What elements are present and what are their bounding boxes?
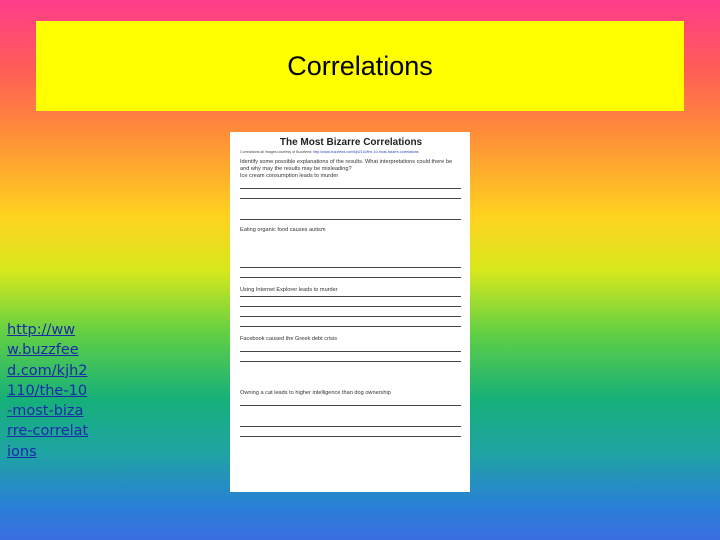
source-link[interactable]: http://www.buzzfeed.com/kjh2110/the-10-most-bizarre-correlations [7, 322, 89, 460]
answer-line [240, 198, 461, 199]
answer-line [240, 351, 461, 352]
worksheet-source-label: Correlations all images courtesy of Buzzfeed: [240, 150, 313, 154]
answer-line [240, 426, 461, 427]
answer-line [240, 219, 461, 220]
answer-line [240, 188, 461, 189]
worksheet-question-3: Using Internet Explorer leads to murder [240, 287, 338, 293]
answer-line [240, 405, 461, 406]
worksheet-title: The Most Bizarre Correlations [279, 137, 423, 148]
worksheet-instructions: Identify some possible explanations of the results. What interpretations could there be and why may the results may be misleading? [240, 159, 453, 172]
worksheet-image [230, 132, 470, 492]
worksheet-question-2: Eating organic food causes autism [240, 227, 326, 233]
worksheet-source-url: http://www.buzzfeed.com/kjh2110/the-10-most-bizarre-correlations [313, 150, 419, 154]
worksheet-source [240, 150, 462, 154]
answer-line [240, 296, 461, 297]
answer-line [240, 361, 461, 362]
answer-line [240, 277, 461, 278]
answer-line [240, 267, 461, 268]
slide-title: Correlations [287, 50, 433, 81]
answer-line [240, 436, 461, 437]
worksheet-question-1: Ice cream consumption leads to murder [240, 173, 339, 179]
worksheet-question-4: Facebook caused the Greek debt crisis [240, 336, 338, 342]
title-box [36, 21, 684, 111]
worksheet-question-5: Owning a cat leads to higher intelligence than dog ownership [240, 390, 391, 396]
answer-line [240, 316, 461, 317]
answer-line [240, 326, 461, 327]
answer-line [240, 306, 461, 307]
